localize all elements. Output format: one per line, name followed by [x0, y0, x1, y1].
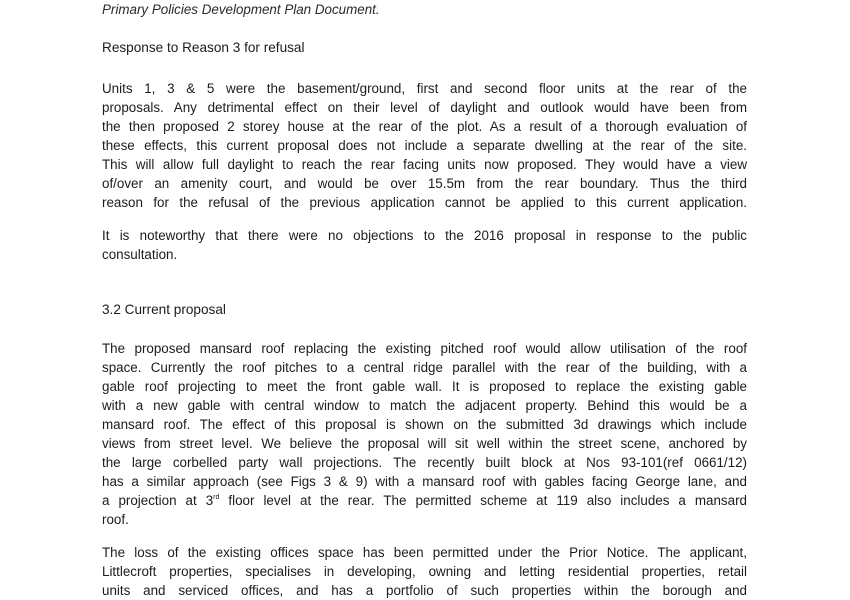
paragraph-line-with-superscript: [102, 491, 747, 510]
text-fragment: floor level at the rear. The permitted scheme at 119 also includes a mansard: [219, 493, 747, 508]
paragraph-line: This will allow full daylight to reach the rear facing units now proposed. They would have a view: [102, 157, 747, 172]
paragraph-line: views from street level. We believe the proposal will sit well within the street scene, anchored by: [102, 436, 747, 451]
section-heading-current-proposal: 3.2 Current proposal: [102, 302, 226, 317]
paragraph-line: Littlecroft properties, specialises in developing, owning and letting residential properties, retail: [102, 564, 747, 579]
paragraph-line: has a similar approach (see Figs 3 & 9) with a mansard roof with gables facing George lane, and: [102, 474, 747, 489]
text-fragment: a projection at 3: [102, 493, 214, 508]
paragraph-line: roof.: [102, 512, 129, 527]
section-heading-reason-3: Response to Reason 3 for refusal: [102, 40, 305, 55]
paragraph-line: with a new gable with central window to match the adjacent property. Behind this would be a: [102, 398, 747, 413]
paragraph-line: consultation.: [102, 247, 178, 262]
paragraph-line: of/over an amenity court, and would be over 15.5m from the rear boundary. Thus the third: [102, 176, 747, 191]
paragraph-line: the then proposed 2 storey house at the rear of the plot. As a result of a thorough evaluation of: [102, 119, 747, 134]
paragraph-line: the large corbelled party wall projections. The recently built block at Nos 93-101(ref 0661/12): [102, 455, 747, 470]
intro-line: Primary Policies Development Plan Document.: [102, 2, 380, 17]
paragraph-line: reason for the refusal of the previous application cannot be applied to this current application.: [102, 195, 747, 210]
paragraph-line: Units 1, 3 & 5 were the basement/ground, first and second floor units at the rear of the: [102, 81, 747, 96]
paragraph-line: It is noteworthy that there were no objections to the 2016 proposal in response to the public: [102, 228, 747, 243]
paragraph-line: units and serviced offices, and has a portfolio of such properties within the borough and: [102, 583, 747, 598]
paragraph-line: gable roof projecting to meet the front gable wall. It is proposed to replace the existing gable: [102, 379, 747, 394]
paragraph-line: The proposed mansard roof replacing the existing pitched roof would allow utilisation of the roof: [102, 341, 747, 356]
paragraph-line: The loss of the existing offices space has been permitted under the Prior Notice. The applicant,: [102, 545, 747, 560]
paragraph-line: space. Currently the roof pitches to a central ridge parallel with the rear of the building, with a: [102, 360, 747, 375]
paragraph-line: mansard roof. The effect of this proposal is shown on the submitted 3d drawings which include: [102, 417, 747, 432]
ordinal-superscript: rd: [213, 494, 220, 501]
paragraph-line: these effects, this current proposal does not include a separate dwelling at the rear of the site.: [102, 138, 747, 153]
paragraph-line: proposals. Any detrimental effect on their level of daylight and outlook would have been from: [102, 100, 747, 115]
